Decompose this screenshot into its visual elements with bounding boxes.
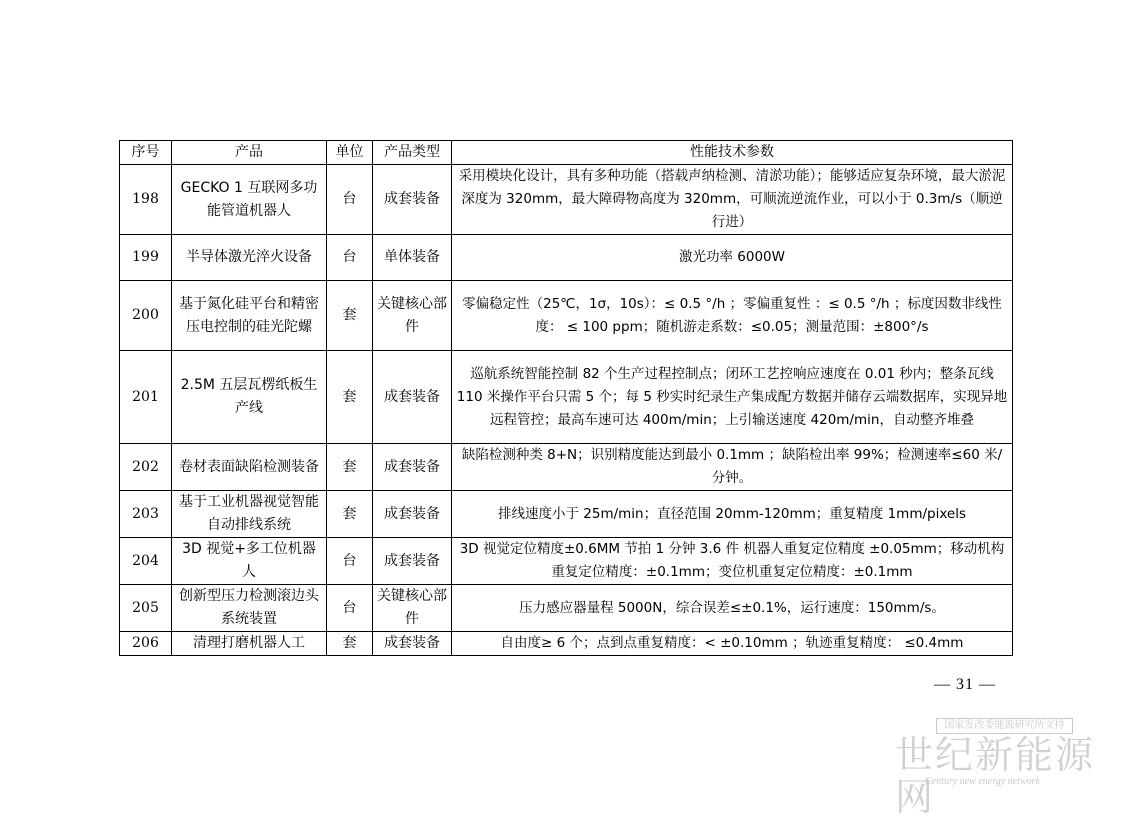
cell-type: 成套装备: [373, 165, 452, 235]
page-number: — 31 —: [934, 676, 996, 693]
cell-product: 创新型压力检测滚边头系统装置: [172, 585, 327, 632]
cell-type: 成套装备: [373, 351, 452, 444]
cell-product: 基于氮化硅平台和精密压电控制的硅光陀螺: [172, 281, 327, 351]
cell-no: 199: [120, 235, 172, 281]
table-row: [120, 538, 1013, 585]
cell-params: 缺陷检测种类 8+N；识别精度能达到最小 0.1mm ；缺陷检出率 99%；检测速率≤60 米/分钟。: [452, 444, 1013, 491]
cell-unit: 台: [327, 585, 373, 632]
table-row: [120, 235, 1013, 281]
cell-type: 成套装备: [373, 491, 452, 538]
cell-unit: 套: [327, 281, 373, 351]
cell-product: GECKO 1 互联网多功能管道机器人: [172, 165, 327, 235]
cell-no: 201: [120, 351, 172, 444]
table-row: [120, 281, 1013, 351]
header-product: 产品: [172, 141, 327, 165]
cell-params: 激光功率 6000W: [452, 235, 1013, 281]
cell-type: 成套装备: [373, 538, 452, 585]
watermark-english: Century new energy network: [925, 776, 1040, 787]
header-params: 性能技术参数: [452, 141, 1013, 165]
table-row: [120, 632, 1013, 656]
cell-params: 3D 视觉定位精度±0.6MM 节拍 1 分钟 3.6 件 机器人重复定位精度 ±0.05mm；移动机构重复定位精度：±0.1mm；变位机重复定位精度：±0.1mm: [452, 538, 1013, 585]
header-unit: 单位: [327, 141, 373, 165]
cell-unit: 台: [327, 235, 373, 281]
cell-params: 巡航系统智能控制 82 个生产过程控制点；闭环工艺控响应速度在 0.01 秒内；整条瓦线 110 米操作平台只需 5 个；每 5 秒实时纪录生产集成配方数据并储存云端数据库，实现异地远程管控；最高车速可达 400m/min；上引输送速度 420m/min，自动整齐堆叠: [452, 351, 1013, 444]
header-no: 序号: [120, 141, 172, 165]
table-row: [120, 585, 1013, 632]
table-header-row: [120, 141, 1013, 165]
cell-no: 205: [120, 585, 172, 632]
cell-params: 采用模块化设计，具有多种功能（搭载声纳检测、清淤功能）；能够适应复杂环境，最大淤泥深度为 320mm，最大障碍物高度为 320mm，可顺流逆流作业，可以小于 0.3m/s（顺逆行进）: [452, 165, 1013, 235]
cell-params: 压力感应器量程 5000N，综合误差≤±0.1%，运行速度：150mm/s。: [452, 585, 1013, 632]
cell-no: 202: [120, 444, 172, 491]
cell-product: 清理打磨机器人工: [172, 632, 327, 656]
cell-product: 3D 视觉+多工位机器人: [172, 538, 327, 585]
table-row: [120, 165, 1013, 235]
cell-unit: 套: [327, 351, 373, 444]
product-spec-table: [119, 140, 1013, 656]
cell-params: 排线速度小于 25m/min；直径范围 20mm-120mm；重复精度 1mm/pixels: [452, 491, 1013, 538]
cell-type: 成套装备: [373, 632, 452, 656]
cell-params: 自由度≥ 6 个；点到点重复精度：< ±0.10mm ；轨迹重复精度： ≤0.4mm: [452, 632, 1013, 656]
cell-type: 单体装备: [373, 235, 452, 281]
cell-no: 203: [120, 491, 172, 538]
cell-no: 206: [120, 632, 172, 656]
cell-unit: 台: [327, 165, 373, 235]
cell-product: 基于工业机器视觉智能自动排线系统: [172, 491, 327, 538]
header-type: 产品类型: [373, 141, 452, 165]
cell-no: 198: [120, 165, 172, 235]
cell-type: 成套装备: [373, 444, 452, 491]
cell-unit: 套: [327, 491, 373, 538]
cell-unit: 台: [327, 538, 373, 585]
cell-type: 关键核心部件: [373, 585, 452, 632]
table-row: [120, 444, 1013, 491]
cell-product: 2.5M 五层瓦楞纸板生产线: [172, 351, 327, 444]
watermark-caption: 国家发改委能源研究所支持: [936, 718, 1073, 734]
table-row: [120, 351, 1013, 444]
cell-product: 半导体激光淬火设备: [172, 235, 327, 281]
cell-type: 关键核心部件: [373, 281, 452, 351]
cell-product: 卷材表面缺陷检测装备: [172, 444, 327, 491]
table-row: [120, 491, 1013, 538]
cell-unit: 套: [327, 632, 373, 656]
cell-unit: 套: [327, 444, 373, 491]
cell-no: 200: [120, 281, 172, 351]
cell-params: 零偏稳定性（25℃，1σ，10s）：≤ 0.5 °/h ；零偏重复性 ：≤ 0.5 °/h ；标度因数非线性度： ≤ 100 ppm；随机游走系数：≤0.05；测量范围：±800°/s: [452, 281, 1013, 351]
cell-no: 204: [120, 538, 172, 585]
watermark-logo-text: 世纪新能源网: [895, 733, 1096, 819]
